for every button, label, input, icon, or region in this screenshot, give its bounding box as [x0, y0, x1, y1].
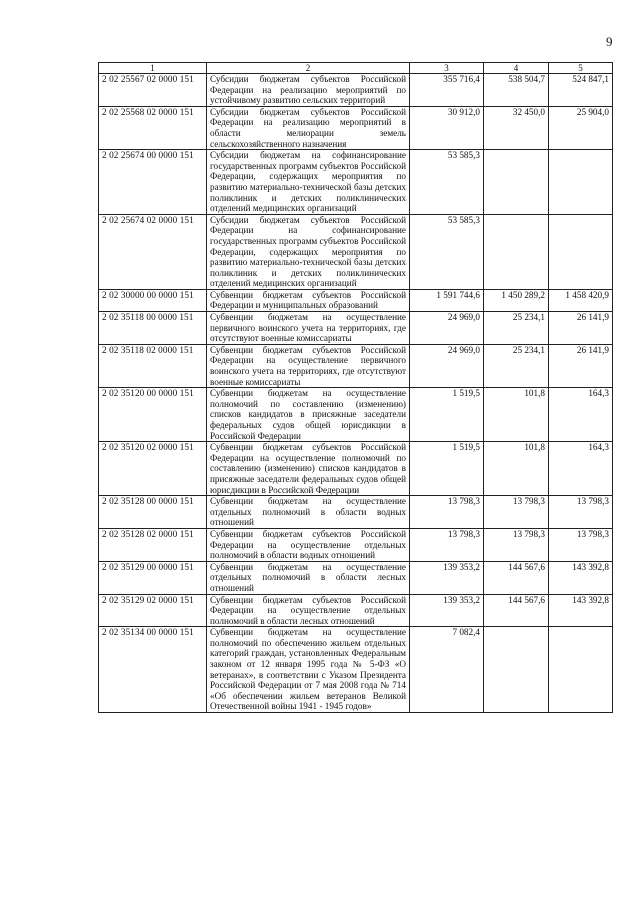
- table-row: [99, 289, 613, 311]
- description-cell: Субвенции бюджетам субъектов Российской Федерации на осуществление отдельных полномочий в области водных отношений: [207, 528, 410, 561]
- amount-cell: [549, 627, 613, 713]
- description-cell: Субсидии бюджетам субъектов Российской Федерации на реализацию мероприятий по устойчивому развитию сельских территорий: [207, 74, 410, 107]
- amount-cell: [484, 150, 549, 215]
- amount-cell: 53 585,3: [410, 214, 484, 289]
- amount-cell: 13 798,3: [549, 528, 613, 561]
- amount-cell: 355 716,4: [410, 74, 484, 107]
- amount-cell: 164,3: [549, 442, 613, 496]
- description-cell: Субвенции бюджетам на осуществление отдельных полномочий в области водных отношений: [207, 496, 410, 529]
- amount-cell: 26 141,9: [549, 344, 613, 387]
- amount-cell: 30 912,0: [410, 106, 484, 149]
- amount-cell: [549, 150, 613, 215]
- table-header-row: [99, 63, 613, 74]
- description-cell: Субвенции бюджетам субъектов Российской Федерации на осуществление полномочий по составлению (изменению) списков кандидатов в присяжные заседатели федеральных судов общей юрисдикции в Российской Федерации: [207, 442, 410, 496]
- budget-code-cell: 2 02 35118 02 0000 151: [99, 344, 207, 387]
- table-row: [99, 528, 613, 561]
- amount-cell: 13 798,3: [484, 496, 549, 529]
- amount-cell: [484, 214, 549, 289]
- column-header: 5: [549, 63, 613, 74]
- description-cell: Субвенции бюджетам субъектов Российской Федерации на осуществление первичного воинского учета на территориях, где отсутствуют военные комиссариаты: [207, 344, 410, 387]
- table-row: [99, 106, 613, 149]
- budget-code-cell: 2 02 35118 00 0000 151: [99, 312, 207, 345]
- amount-cell: 26 141,9: [549, 312, 613, 345]
- amount-cell: 25 234,1: [484, 312, 549, 345]
- amount-cell: 144 567,6: [484, 561, 549, 594]
- amount-cell: 13 798,3: [410, 528, 484, 561]
- amount-cell: 13 798,3: [484, 528, 549, 561]
- description-cell: Субсидии бюджетам на софинансирование государственных программ субъектов Российской Федерации, содержащих мероприятия по развитию материально-технической базы детских поликлиник и детских поликлинических отделений медицинских организаций: [207, 150, 410, 215]
- amount-cell: 1 458 420,9: [549, 289, 613, 311]
- budget-code-cell: 2 02 25674 00 0000 151: [99, 150, 207, 215]
- budget-code-cell: 2 02 35128 00 0000 151: [99, 496, 207, 529]
- table-row: [99, 561, 613, 594]
- amount-cell: 7 082,4: [410, 627, 484, 713]
- amount-cell: 144 567,6: [484, 594, 549, 627]
- amount-cell: 101,8: [484, 388, 549, 442]
- description-cell: Субвенции бюджетам субъектов Российской Федерации и муниципальных образований: [207, 289, 410, 311]
- budget-code-cell: 2 02 25568 02 0000 151: [99, 106, 207, 149]
- table-row: [99, 344, 613, 387]
- page-number: 9: [606, 34, 613, 49]
- amount-cell: [484, 627, 549, 713]
- table-row: [99, 150, 613, 215]
- table-row: [99, 388, 613, 442]
- amount-cell: 1 519,5: [410, 388, 484, 442]
- description-cell: Субвенции бюджетам на осуществление отдельных полномочий в области лесных отношений: [207, 561, 410, 594]
- description-cell: Субвенции бюджетам на осуществление первичного воинского учета на территориях, где отсутствуют военные комиссариаты: [207, 312, 410, 345]
- budget-code-cell: 2 02 25674 02 0000 151: [99, 214, 207, 289]
- column-header: 4: [484, 63, 549, 74]
- table-row: [99, 442, 613, 496]
- budget-code-cell: 2 02 35128 02 0000 151: [99, 528, 207, 561]
- amount-cell: 53 585,3: [410, 150, 484, 215]
- amount-cell: 143 392,8: [549, 561, 613, 594]
- table-row: [99, 594, 613, 627]
- amount-cell: 1 591 744,6: [410, 289, 484, 311]
- column-header: 2: [207, 63, 410, 74]
- amount-cell: 164,3: [549, 388, 613, 442]
- amount-cell: 13 798,3: [549, 496, 613, 529]
- budget-code-cell: 2 02 35120 00 0000 151: [99, 388, 207, 442]
- budget-code-cell: 2 02 35129 00 0000 151: [99, 561, 207, 594]
- budget-code-cell: 2 02 35134 00 0000 151: [99, 627, 207, 713]
- amount-cell: 1 519,5: [410, 442, 484, 496]
- amount-cell: 524 847,1: [549, 74, 613, 107]
- column-header: 3: [410, 63, 484, 74]
- amount-cell: 101,8: [484, 442, 549, 496]
- budget-code-cell: 2 02 30000 00 0000 151: [99, 289, 207, 311]
- amount-cell: 139 353,2: [410, 561, 484, 594]
- amount-cell: 1 450 289,2: [484, 289, 549, 311]
- description-cell: Субсидии бюджетам субъектов Российской Федерации на софинансирование государственных программ субъектов Российской Федерации, содержащих мероприятия по развитию материально-технической базы детских поликлиник и детских поликлинических отделений медицинских организаций: [207, 214, 410, 289]
- table-row: [99, 312, 613, 345]
- amount-cell: [549, 214, 613, 289]
- budget-code-cell: 2 02 25567 02 0000 151: [99, 74, 207, 107]
- amount-cell: 32 450,0: [484, 106, 549, 149]
- budget-code-cell: 2 02 35129 02 0000 151: [99, 594, 207, 627]
- amount-cell: 24 969,0: [410, 344, 484, 387]
- table-row: [99, 496, 613, 529]
- column-header: 1: [99, 63, 207, 74]
- amount-cell: 25 904,0: [549, 106, 613, 149]
- budget-code-cell: 2 02 35120 02 0000 151: [99, 442, 207, 496]
- description-cell: Субвенции бюджетам на осуществление полномочий по составлению (изменению) списков кандидатов в присяжные заседатели федеральных судов общей юрисдикции в Российской Федерации: [207, 388, 410, 442]
- description-cell: Субвенции бюджетам субъектов Российской Федерации на осуществление отдельных полномочий в области лесных отношений: [207, 594, 410, 627]
- budget-revenue-table: [98, 62, 613, 713]
- table-row: [99, 627, 613, 713]
- amount-cell: 538 504,7: [484, 74, 549, 107]
- table-row: [99, 214, 613, 289]
- amount-cell: 139 353,2: [410, 594, 484, 627]
- amount-cell: 24 969,0: [410, 312, 484, 345]
- amount-cell: 143 392,8: [549, 594, 613, 627]
- table-row: [99, 74, 613, 107]
- description-cell: Субсидии бюджетам субъектов Российской Федерации на реализацию мероприятий в области мелиорации земель сельскохозяйственного назначения: [207, 106, 410, 149]
- amount-cell: 25 234,1: [484, 344, 549, 387]
- amount-cell: 13 798,3: [410, 496, 484, 529]
- description-cell: Субвенции бюджетам на осуществление полномочий по обеспечению жильем отдельных категорий граждан, установленных Федеральным законом от 12 января 1995 года № 5-ФЗ «О ветеранах», в соответствии с Указом Президента Российской Федерации от 7 мая 2008 года № 714 «Об обеспечении жильем ветеранов Великой Отечественной войны 1941 - 1945 годов»: [207, 627, 410, 713]
